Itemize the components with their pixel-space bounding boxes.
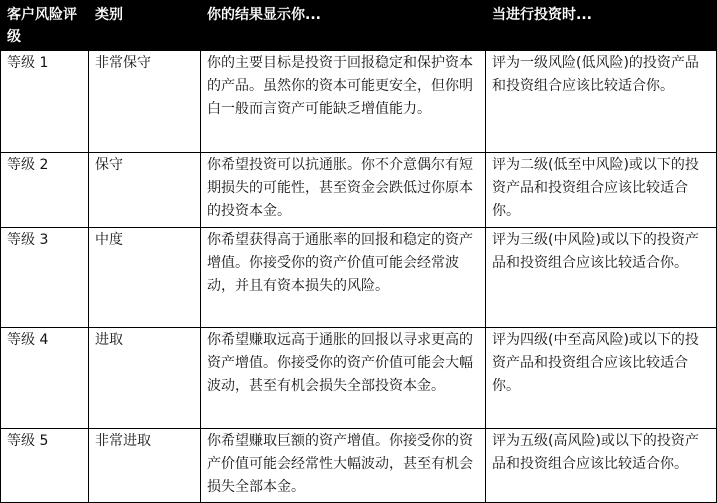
cell-investing: 评为五级(高风险)或以下的投资产品和投资组合应该比较适合你。 <box>486 429 717 503</box>
table-row <box>1 429 717 503</box>
cell-category: 保守 <box>89 153 201 228</box>
header-category: 类别 <box>89 1 201 51</box>
cell-investing: 评为四级(中至高风险)或以下的投资产品和投资组合应该比较适合你。 <box>486 328 717 429</box>
cell-investing: 评为一级风险(低风险)的投资产品和投资组合应该比较适合你。 <box>486 51 717 153</box>
cell-level: 等级 4 <box>1 328 89 429</box>
table-row <box>1 153 717 228</box>
cell-investing: 评为三级(中风险)或以下的投资产品和投资组合应该比较适合你。 <box>486 228 717 328</box>
cell-result: 你希望投资可以抗通胀。你不介意偶尔有短期损失的可能性，甚至资金会跌低过你原本的投资本金。 <box>201 153 486 228</box>
cell-category: 非常进取 <box>89 429 201 503</box>
cell-result: 你的主要目标是投资于回报稳定和保护资本的产品。虽然你的资本可能更安全，但你明白一般而言资产可能缺乏增值能力。 <box>201 51 486 153</box>
table-row <box>1 228 717 328</box>
cell-level: 等级 5 <box>1 429 89 503</box>
cell-category: 中度 <box>89 228 201 328</box>
header-row <box>1 1 717 51</box>
cell-level: 等级 2 <box>1 153 89 228</box>
header-investing: 当进行投资时... <box>486 1 717 51</box>
table-row <box>1 51 717 153</box>
cell-investing: 评为二级(低至中风险)或以下的投资产品和投资组合应该比较适合你。 <box>486 153 717 228</box>
cell-result: 你希望赚取巨额的资产增值。你接受你的资产价值可能会经常性大幅波动，甚至有机会损失全部本金。 <box>201 429 486 503</box>
cell-result: 你希望获得高于通胀率的回报和稳定的资产增值。你接受你的资产价值可能会经常波动，并且有资本损失的风险。 <box>201 228 486 328</box>
cell-level: 等级 1 <box>1 51 89 153</box>
cell-category: 非常保守 <box>89 51 201 153</box>
table-row <box>1 328 717 429</box>
cell-level: 等级 3 <box>1 228 89 328</box>
header-risk-rating: 客户风险评级 <box>1 1 89 51</box>
cell-result: 你希望赚取远高于通胀的回报以寻求更高的资产增值。你接受你的资产价值可能会大幅波动，甚至有机会损失全部投资本金。 <box>201 328 486 429</box>
cell-category: 进取 <box>89 328 201 429</box>
table-body <box>1 51 717 503</box>
table-header <box>1 1 717 51</box>
header-result: 你的结果显示你... <box>201 1 486 51</box>
